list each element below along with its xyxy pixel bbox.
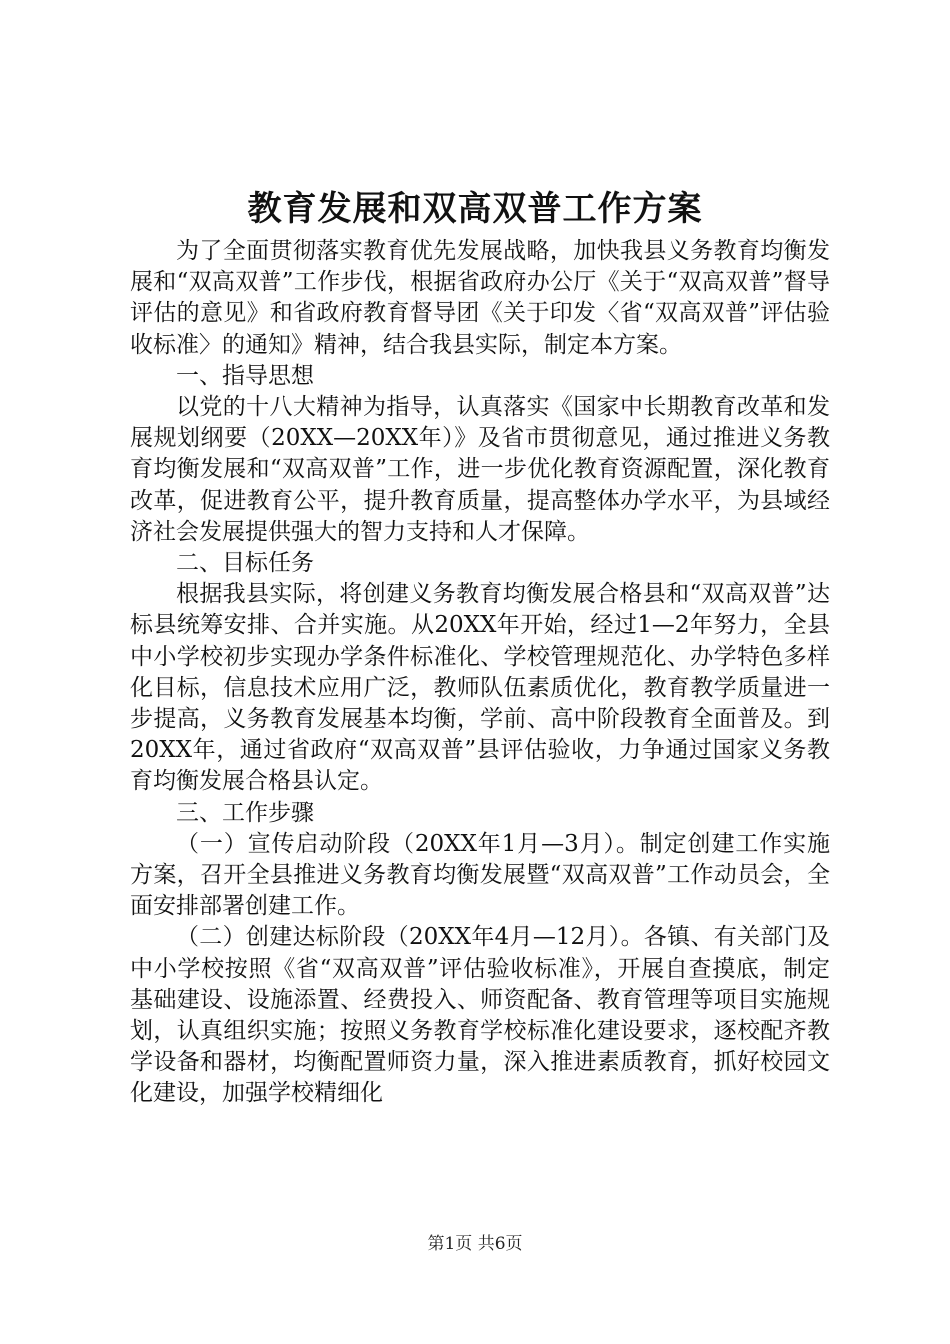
goals-paragraph: 根据我县实际，将创建义务教育均衡发展合格县和“双高双普”达标县统筹安排、合并实施。从20XX年开始，经过1—2年努力，全县中小学校初步实现办学条件标准化、学校管理规范化、办学特色多样化目标，信息技术应用广泛，教师队伍素质优化，教育教学质量进一步提高，义务教育发展基本均衡，学前、高中阶段教育全面普及。到20XX年，通过省政府“双高双普”县评估验收，力争通过国家义务教育均衡发展合格县认定。 (130, 581, 830, 795)
section-heading-goals: 二、目标任务 (176, 550, 314, 577)
step-two-paragraph: （二）创建达标阶段（20XX年4月—12月）。各镇、有关部门及中小学校按照《省“双高双普”评估验收标准》，开展自查摸底，制定基础建设、设施添置、经费投入、师资配备、教育管理等项目实施规划，认真组织实施；按照义务教育学校标准化建设要求，逐校配齐教学设备和器材，均衡配置师资力量，深入推进素质教育，抓好校园文化建设，加强学校精细化 (130, 924, 830, 1107)
section-heading-guiding-ideology: 一、指导思想 (176, 362, 314, 389)
step-one-paragraph: （一）宣传启动阶段（20XX年1月—3月）。制定创建工作实施方案，召开全县推进义务教育均衡发展暨“双高双普”工作动员会，全面安排部署创建工作。 (130, 830, 830, 920)
section-heading-work-steps: 三、工作步骤 (176, 799, 314, 826)
intro-paragraph: 为了全面贯彻落实教育优先发展战略，加快我县义务教育均衡发展和“双高双普”工作步伐，根据省政府办公厅《关于“双高双普”督导评估的意见》和省政府教育督导团《关于印发〈省“双高双普”评估验收标准〉的通知》精神，结合我县实际，制定本方案。 (130, 238, 830, 358)
guiding-ideology-paragraph: 以党的十八大精神为指导，认真落实《国家中长期教育改革和发展规划纲要（20XX—20XX年）》及省市贯彻意见，通过推进义务教育均衡发展和“双高双普”工作，进一步优化教育资源配置，深化教育改革，促进教育公平，提升教育质量，提高整体办学水平，为县域经济社会发展提供强大的智力支持和人才保障。 (130, 394, 830, 545)
document-title: 教育发展和双高双普工作方案 (247, 189, 703, 229)
page-footer: 第1页 共6页 (427, 1234, 523, 1254)
document-body (130, 236, 830, 1110)
